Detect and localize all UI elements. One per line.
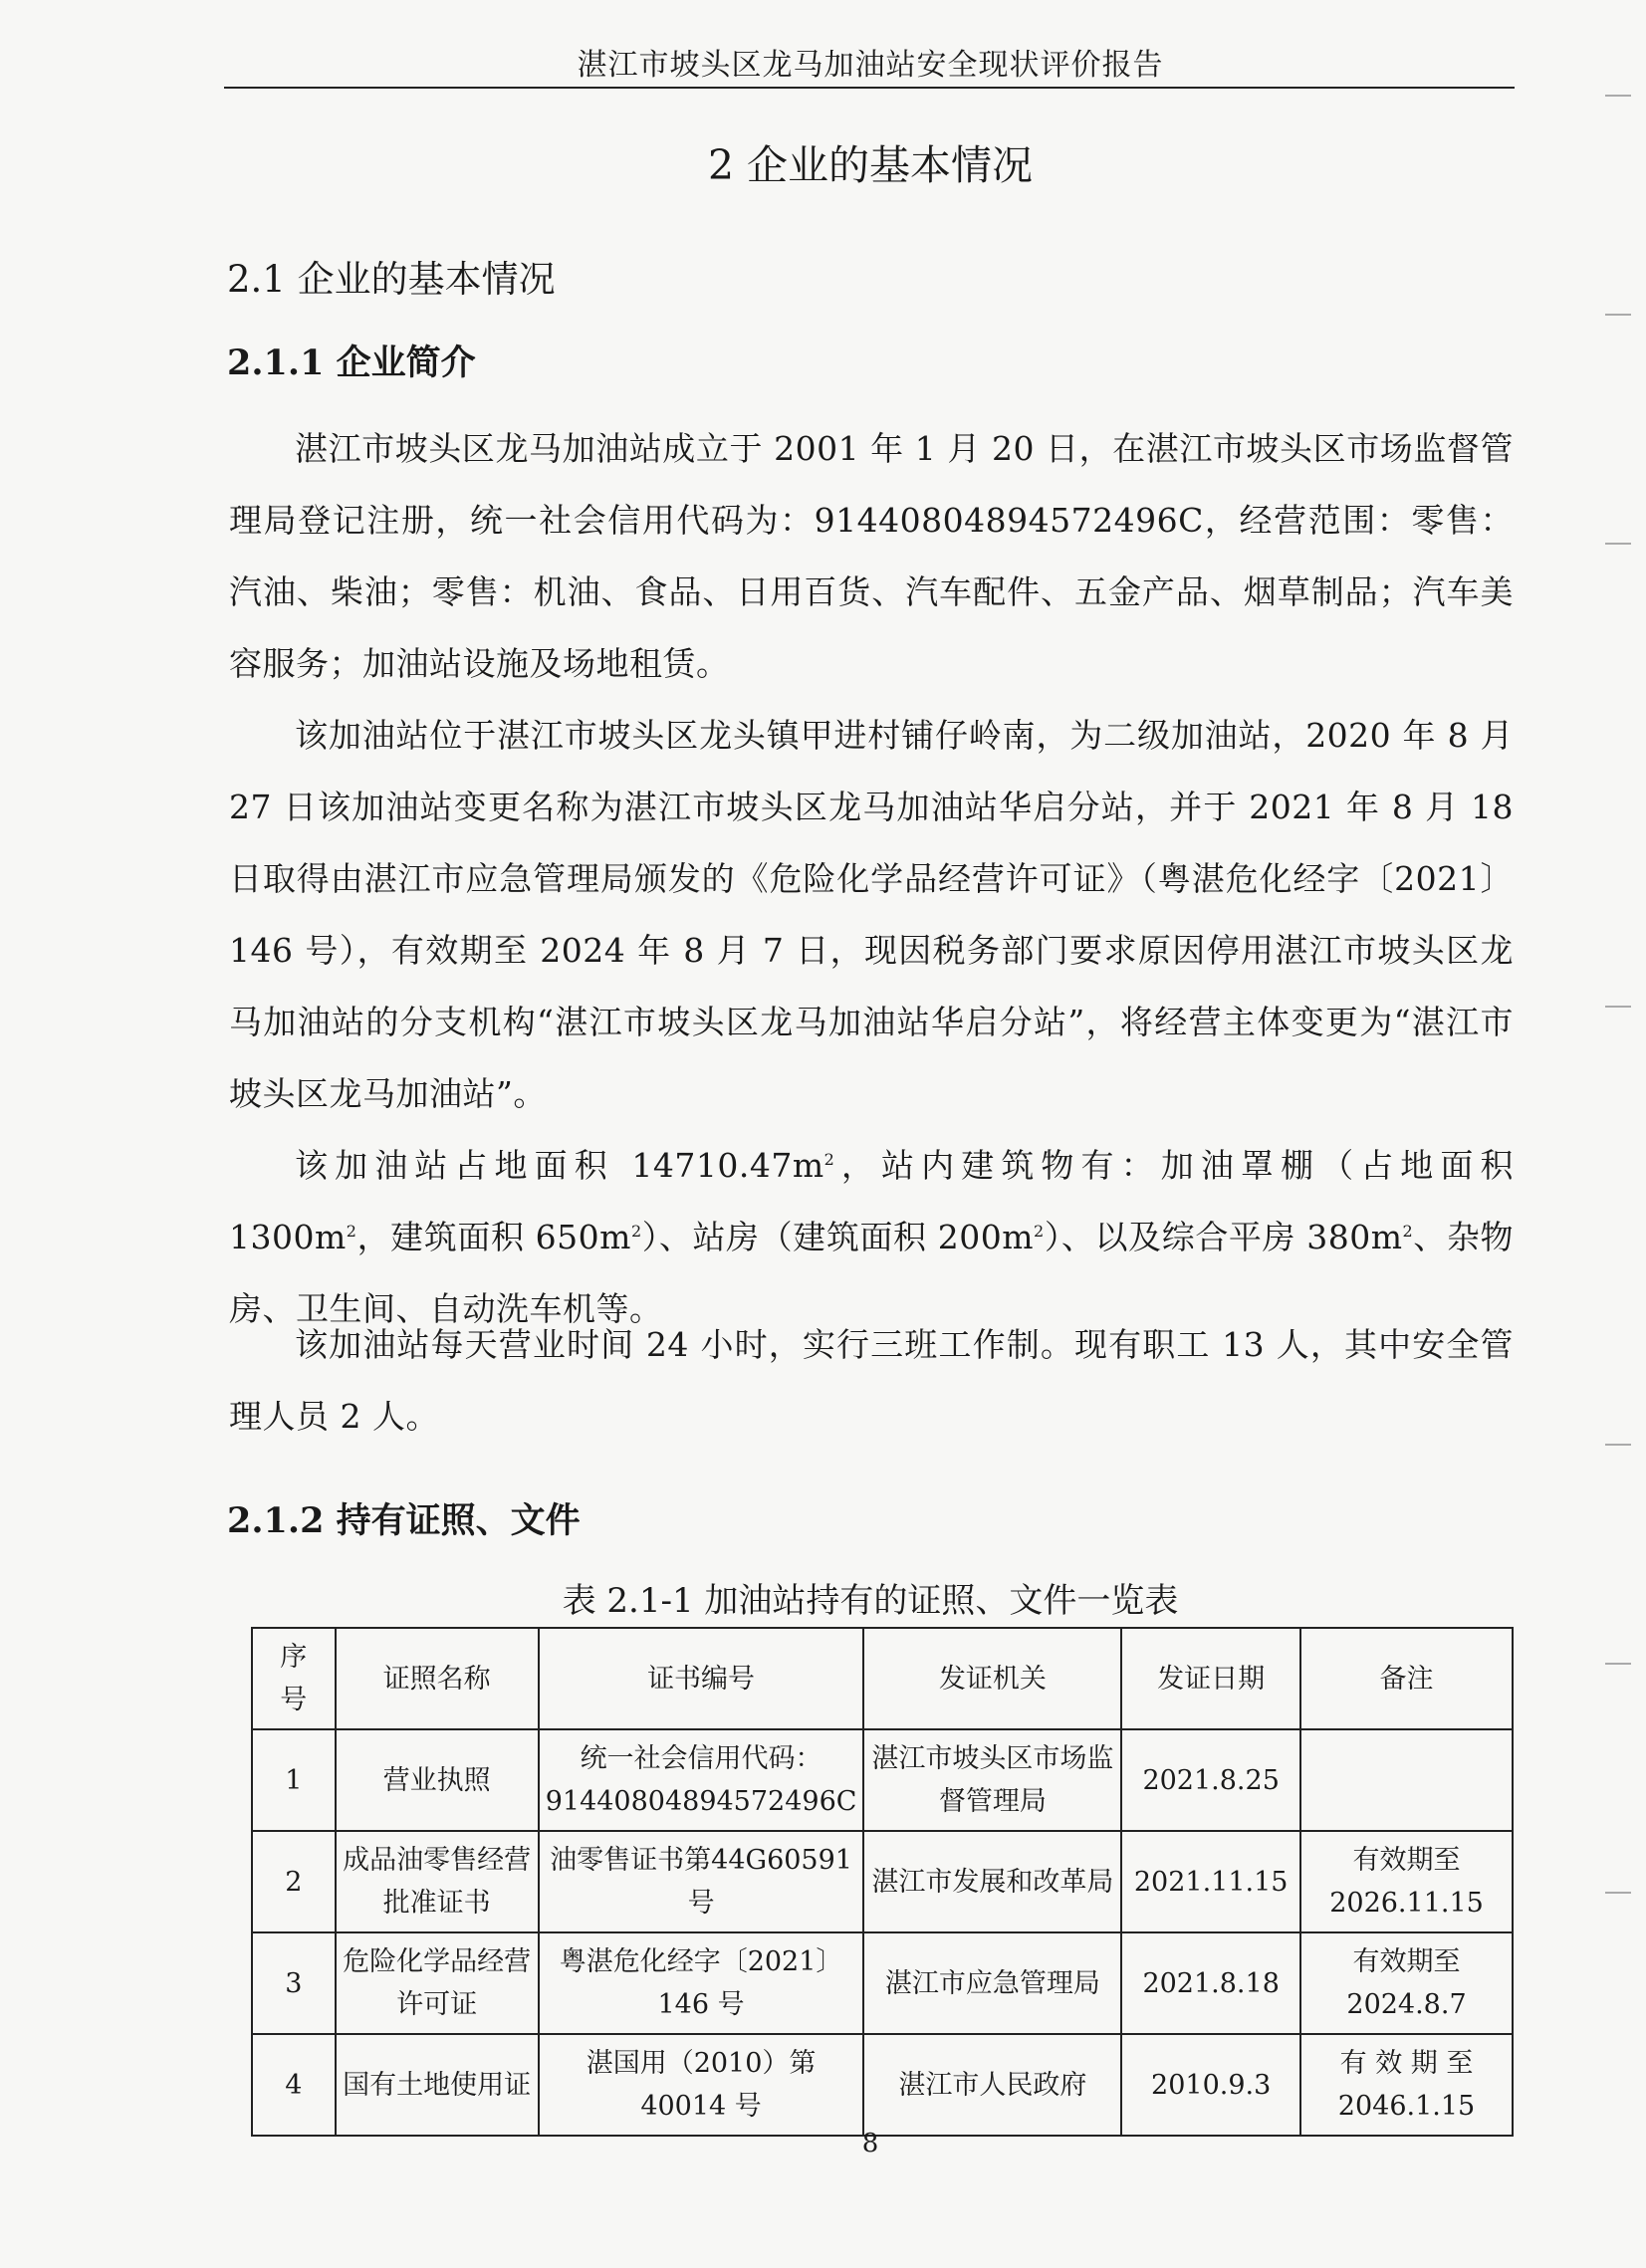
paragraph-text: 湛江市坡头区龙马加油站成立于 2001 年 1 月 20 日，在湛江市坡头区市场监督管理局登记注册，统一社会信用代码为：91440804894572496C，经营范围：零售：汽油、柴油；零售：机油、食品、日用百货、汽车配件、五金产品、烟草制品；汽车美容服务；加油站设施及场地租赁。	[229, 429, 1514, 683]
paragraph-intro	[229, 413, 1514, 700]
cell-remark: 有 效 期 至2046.1.15	[1300, 2034, 1513, 2136]
cell-index: 4	[252, 2034, 336, 2136]
superscript: 2	[630, 1222, 642, 1241]
area-text: ）、站房（建筑面积 200m	[641, 1218, 1035, 1256]
cell-number: 油零售证书第44G60591 号	[539, 1831, 864, 1932]
header-divider	[224, 87, 1515, 89]
superscript: 2	[1402, 1222, 1414, 1241]
superscript: 2	[346, 1222, 357, 1241]
paragraph-text: 该加油站位于湛江市坡头区龙头镇甲进村铺仔岭南，为二级加油站，2020 年 8 月 27 日该加油站变更名称为湛江市坡头区龙马加油站华启分站，并于 2021 年 8 月 18 日取得由湛江市应急管理局颁发的《危险化学品经营许可证》（粤湛危化经字〔2021〕146 号），有效期至 2024 年 8 月 7 日，现因税务部门要求原因停用湛江市坡头区龙马加油站的分支机构“湛江市坡头区龙马加油站华启分站”，将经营主体变更为“湛江市坡头区龙马加油站”。	[229, 716, 1514, 1113]
cell-name: 营业执照	[336, 1729, 539, 1831]
cell-number: 粤湛危化经字〔2021〕146 号	[539, 1932, 864, 2034]
header-cell-index: 序号	[252, 1628, 336, 1729]
cell-name: 国有土地使用证	[336, 2034, 539, 2136]
cell-name: 危险化学品经营许可证	[336, 1932, 539, 2034]
cell-index: 3	[252, 1932, 336, 2034]
cell-authority: 湛江市应急管理局	[863, 1932, 1121, 2034]
section-2-1-1-heading: 2.1.1 企业简介	[227, 342, 476, 383]
cell-date: 2021.11.15	[1121, 1831, 1300, 1932]
running-header: 湛江市坡头区龙马加油站安全现状评价报告	[577, 48, 1164, 83]
area-text: 该加油站占地面积 14710.47m	[295, 1146, 824, 1185]
table-caption: 表 2.1-1 加油站持有的证照、文件一览表	[562, 1581, 1179, 1621]
table-row	[252, 1831, 1513, 1932]
cell-remark	[1300, 1729, 1513, 1831]
table-row	[252, 2034, 1513, 2136]
header-cell-number: 证书编号	[539, 1628, 864, 1729]
scan-margin-mark	[1605, 1663, 1631, 1665]
area-text: ）、以及综合平房 380m	[1044, 1218, 1403, 1256]
paragraph-text: 该加油站每天营业时间 24 小时，实行三班工作制。现有职工 13 人，其中安全管理人员 2 人。	[229, 1325, 1514, 1436]
section-2-1-heading: 2.1 企业的基本情况	[227, 258, 556, 301]
area-text: ，站内建筑物有：加油罩棚（占地面积 1300m	[229, 1146, 1515, 1256]
area-text: ，建筑面积 650m	[356, 1218, 631, 1256]
table-row	[252, 1932, 1513, 2034]
cell-date: 2021.8.25	[1121, 1729, 1300, 1831]
cell-number: 湛国用（2010）第40014 号	[539, 2034, 864, 2136]
area-text: 、杂物房、卫生间、自动洗车机等。	[229, 1218, 1514, 1328]
cell-authority: 湛江市人民政府	[863, 2034, 1121, 2136]
cell-name: 成品油零售经营批准证书	[336, 1831, 539, 1932]
cell-date: 2010.9.3	[1121, 2034, 1300, 2136]
header-cell-date: 发证日期	[1121, 1628, 1300, 1729]
table-header-row	[252, 1628, 1513, 1729]
header-cell-remark: 备注	[1300, 1628, 1513, 1729]
section-2-1-2-heading: 2.1.2 持有证照、文件	[227, 1500, 581, 1541]
header-cell-authority: 发证机关	[863, 1628, 1121, 1729]
table-row	[252, 1729, 1513, 1831]
page-number: 8	[861, 2129, 879, 2158]
scan-margin-mark	[1605, 1006, 1631, 1008]
cell-remark: 有效期至2026.11.15	[1300, 1831, 1513, 1932]
scan-margin-mark	[1605, 314, 1631, 316]
paragraph-staff	[229, 1309, 1514, 1453]
cell-number: 统一社会信用代码：91440804894572496C	[539, 1729, 864, 1831]
scan-margin-mark	[1605, 1892, 1631, 1894]
chapter-title: 2 企业的基本情况	[707, 141, 1034, 189]
scan-margin-mark	[1605, 543, 1631, 545]
cell-authority: 湛江市发展和改革局	[863, 1831, 1121, 1932]
paragraph-location	[229, 700, 1514, 1130]
cell-index: 1	[252, 1729, 336, 1831]
scan-margin-mark	[1605, 95, 1631, 97]
cell-index: 2	[252, 1831, 336, 1932]
header-cell-name: 证照名称	[336, 1628, 539, 1729]
cell-date: 2021.8.18	[1121, 1932, 1300, 2034]
superscript: 2	[1034, 1222, 1045, 1241]
cell-remark: 有效期至2024.8.7	[1300, 1932, 1513, 2034]
cell-authority: 湛江市坡头区市场监督管理局	[863, 1729, 1121, 1831]
scan-margin-mark	[1605, 1444, 1631, 1446]
certificates-table	[251, 1627, 1514, 2137]
superscript: 2	[823, 1150, 835, 1169]
